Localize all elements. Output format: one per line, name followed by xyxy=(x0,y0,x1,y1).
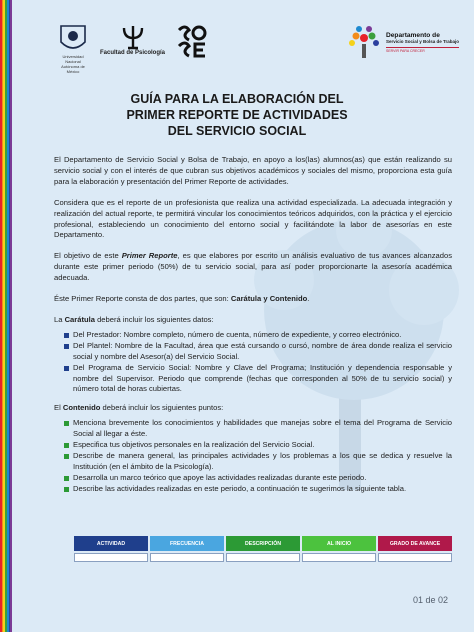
list-item: Menciona brevemente los conocimientos y habilidades que manejas sobre el tema del Programa de Servicio Social al llegar a éste. xyxy=(64,418,452,440)
table-cell[interactable] xyxy=(150,553,224,562)
list-item: Del Plantel: Nombre de la Facultad, área que está cursando o cursó, nombre de área donde realiza el servicio social y nombre del Asesor(a) del Servicio Social. xyxy=(64,341,452,363)
header-actividad: ACTIVIDAD xyxy=(74,536,148,551)
table-cell[interactable] xyxy=(226,553,300,562)
header-grado-avance: GRADO DE AVANCE xyxy=(378,536,452,551)
document-title xyxy=(0,91,474,139)
objective-paragraph: El objetivo de este Primer Reporte, es que elabores por escrito un análisis evaluativo de tus avances alcanzados durante este primer periodo (50%) de tu servicio social, para así poder proporcionarte la asesoría académica adecuada. xyxy=(54,251,452,283)
header-descripcion: DESCRIPCIÓN xyxy=(226,536,300,551)
document-body xyxy=(54,155,452,503)
table-cell[interactable] xyxy=(378,553,452,562)
sose-logo xyxy=(175,24,209,58)
table-cell[interactable] xyxy=(74,553,148,562)
bullet-icon xyxy=(64,454,69,459)
department-logo xyxy=(346,24,459,60)
department-name: Departamento de xyxy=(386,31,440,39)
list-item: Del Prestador: Nombre completo, número de cuenta, número de expediente, y correo electrónico. xyxy=(64,330,452,341)
parts-paragraph: Éste Primer Reporte consta de dos partes, que son: Carátula y Contenido. xyxy=(54,294,310,304)
intro-paragraph: El Departamento de Servicio Social y Bolsa de Trabajo, en apoyo a los(las) alumnos(as) que están realizando su servicio social y con el interés de que cubran sus objetivos académicos y sociales del mismo, proporciona esta guía para la elaboración y presentación del Primer Reporte de actividades. xyxy=(54,155,452,186)
list-item: Desarrolla un marco teórico que apoye las actividades realizadas durante este periodo. xyxy=(64,473,452,484)
bullet-icon xyxy=(64,344,69,349)
facultad-logo xyxy=(100,24,165,56)
list-item: Especifica tus objetivos personales en la realización del Servicio Social. xyxy=(64,440,452,451)
tree-logo-icon xyxy=(346,24,382,60)
title-line-2: PRIMER REPORTE DE ACTIVIDADES xyxy=(126,108,348,122)
list-item: Describe de manera general, las principales actividades y los problemas a los que se dedica y resuelve la Institución (en el ámbito de la Psicología). xyxy=(64,451,452,473)
list-item: Del Programa de Servicio Social: Nombre y Clave del Programa; Institución y dependencia responsable y nombre del Supervisor. Periodo que comprende (fechas que corresponden al 50% de tu servicio social) y número total de horas cubiertas. xyxy=(64,363,452,396)
page-number: 01 de 02 xyxy=(412,595,448,605)
purpose-paragraph: Considera que es el reporte de un profesionista que realiza una actividad especializada. La adecuada integración y realización del actual reporte, te permitirá vincular los conocimientos teóricos adquiridos, con la práctica y el ejercicio profesional, estableciendo un conocimiento del entorno social y facilitándote la labor de asesorías en este Departamento. xyxy=(54,197,452,240)
bullet-icon xyxy=(64,443,69,448)
bullet-icon xyxy=(64,333,69,338)
contenido-heading: El Contenido deberá incluir los siguientes puntos: xyxy=(54,403,224,413)
header-al-inicio: AL INICIO xyxy=(302,536,376,551)
title-line-1: GUÍA PARA LA ELABORACIÓN DEL xyxy=(130,92,344,106)
psi-icon xyxy=(121,24,145,50)
list-item: Describe las actividades realizadas en este periodo, a continuación te sugerimos la siguiente tabla. xyxy=(64,484,452,495)
department-subtitle: Servicio Social y Bolsa de Trabajo xyxy=(386,38,460,44)
caratula-list xyxy=(54,330,452,395)
sose-emblem-icon xyxy=(175,24,209,58)
bullet-icon xyxy=(64,366,69,371)
bullet-icon xyxy=(64,421,69,426)
unam-caption: Universidad Nacional Autónoma de México xyxy=(61,54,85,74)
contenido-list xyxy=(54,418,452,494)
table-cell[interactable] xyxy=(302,553,376,562)
institution-logos xyxy=(56,24,209,74)
caratula-heading: La Carátula deberá incluir los siguientes datos: xyxy=(54,314,214,324)
unam-logo xyxy=(56,24,90,74)
title-line-3: DEL SERVICIO SOCIAL xyxy=(167,124,307,138)
department-text xyxy=(386,32,459,53)
table-row xyxy=(74,553,452,562)
department-tagline: SERVIR PARA CRECER xyxy=(386,47,459,53)
bullet-icon xyxy=(64,476,69,481)
table-header-row xyxy=(74,536,452,551)
activities-table xyxy=(74,536,452,562)
facultad-label: Facultad de Psicología xyxy=(100,50,166,56)
unam-shield-icon xyxy=(59,24,87,54)
bullet-icon xyxy=(64,487,69,492)
header-frecuencia: FRECUENCIA xyxy=(150,536,224,551)
